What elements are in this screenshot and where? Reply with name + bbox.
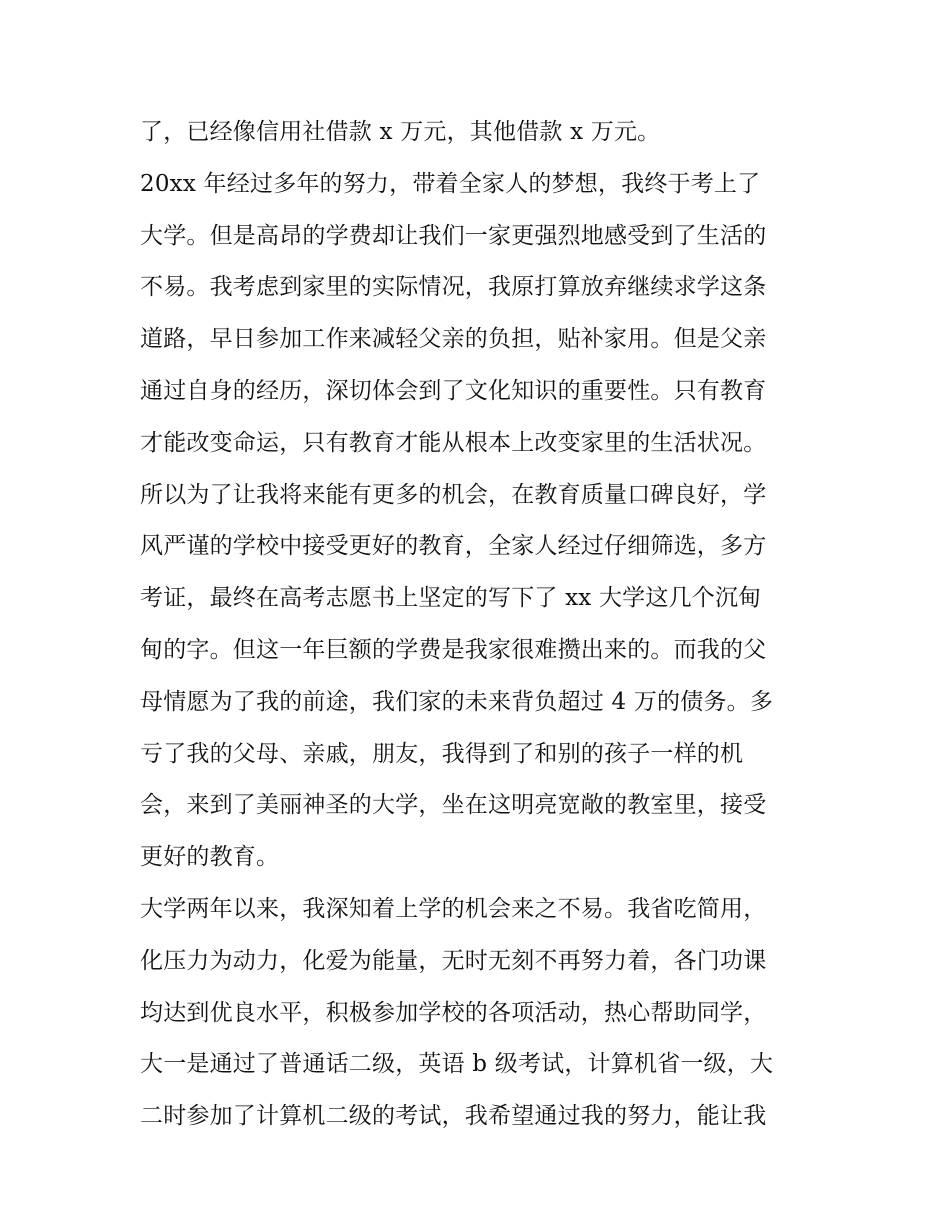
text-line: 大学两年以来，我深知着上学的机会来之不易。我省吃简用， [140,895,767,922]
document-body [140,107,820,1143]
text-line: 大学。但是高昂的学费却让我们一家更强烈地感受到了生活的 [140,222,767,249]
text-line: 甸的字。但这一年巨额的学费是我家很难攒出来的。而我的父 [140,636,767,663]
text-line: 道路，早日参加工作来减轻父亲的负担，贴补家用。但是父亲 [140,326,767,353]
text-line: 了，已经像信用社借款 x 万元，其他借款 x 万元。 [140,119,661,145]
text-line: 才能改变命运，只有教育才能从根本上改变家里的生活状况。 [140,429,767,456]
text-line: 二时参加了计算机二级的考试，我希望通过我的努力，能让我 [140,1103,767,1130]
text-line: 考证，最终在高考志愿书上坚定的写下了 xx 大学这几个沉甸 [140,585,762,612]
text-line: 通过自身的经历，深切体会到了文化知识的重要性。只有教育 [140,377,767,404]
text-line: 均达到优良水平，积极参加学校的各项活动，热心帮助同学， [140,999,767,1026]
text-line: 20xx 年经过多年的努力，带着全家人的梦想，我终于考上了 [140,170,761,197]
text-line: 所以为了让我将来能有更多的机会，在教育质量口碑良好，学 [140,481,767,508]
text-line: 母情愿为了我的前途，我们家的未来背负超过 4 万的债务。多 [140,688,774,715]
text-line: 亏了我的父母、亲戚，朋友，我得到了和别的孩子一样的机 [140,740,744,767]
text-line: 不易。我考虑到家里的实际情况，我原打算放弃继续求学这条 [140,274,767,301]
text-line: 风严谨的学校中接受更好的教育，全家人经过仔细筛选，多方 [140,533,767,560]
text-line: 大一是通过了普通话二级，英语 b 级考试，计算机省一级，大 [140,1051,774,1078]
text-line: 会，来到了美丽神圣的大学，坐在这明亮宽敞的教室里，接受 [140,792,767,819]
text-line: 更好的教育。 [140,844,280,871]
text-line: 化压力为动力，化爱为能量，无时无刻不再努力着，各门功课 [140,947,767,974]
